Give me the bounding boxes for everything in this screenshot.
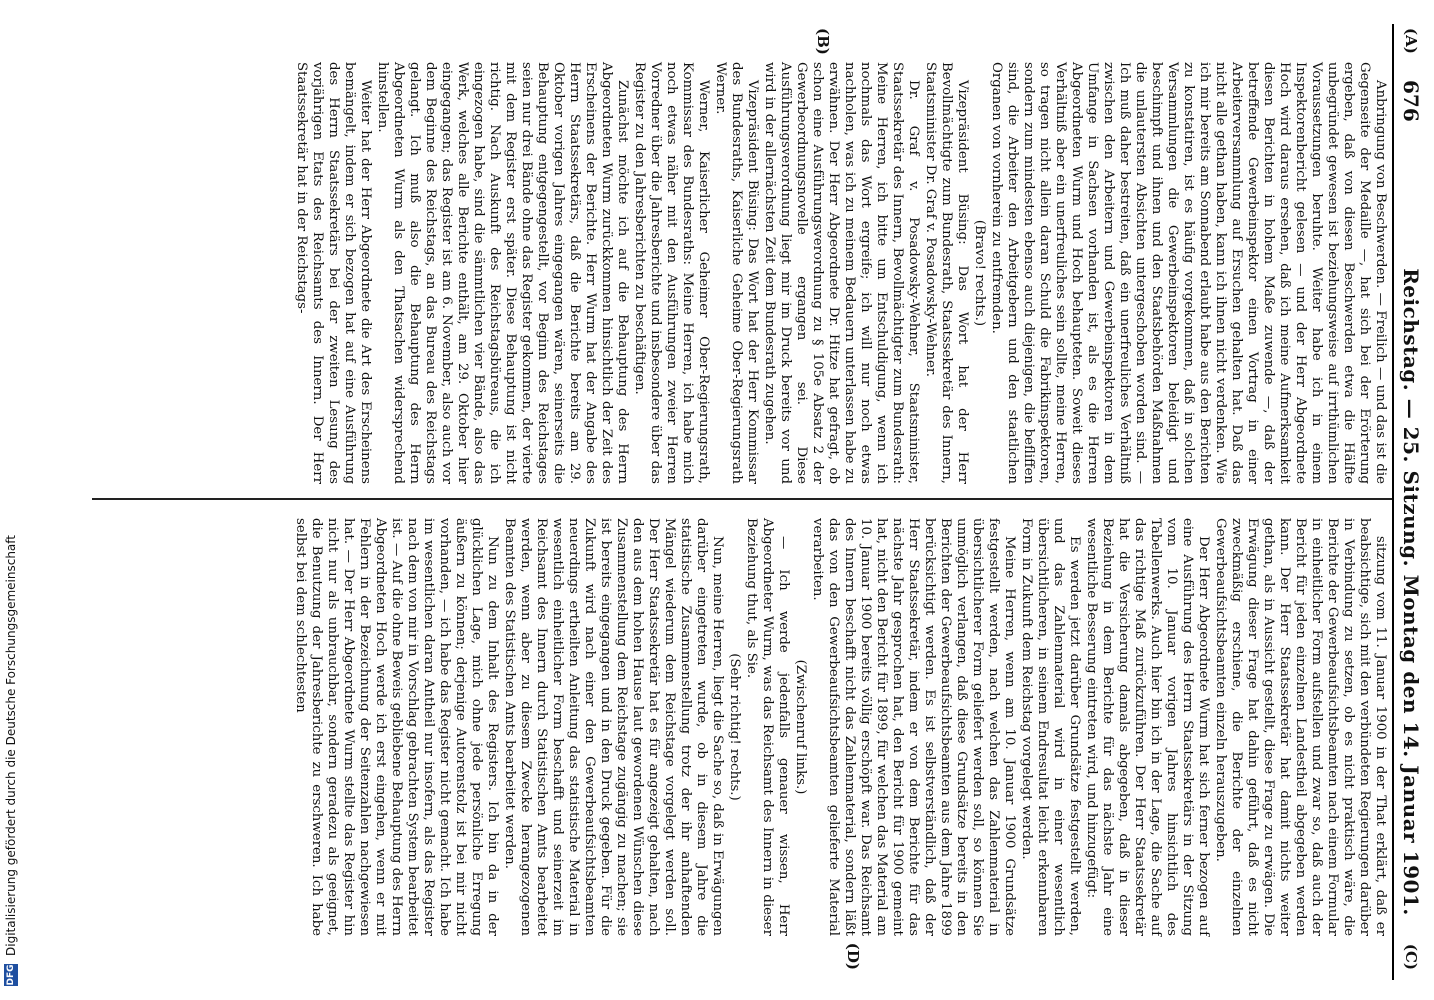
- header-rule: [1392, 24, 1394, 980]
- rotated-page: [34, 0, 1434, 1000]
- dfg-logo-icon: DFG: [6, 964, 16, 986]
- paragraph: Der Herr Abgeordnete Wurm hat sich ferner bezogen auf eine Ausführung des Herrn Staatssekretärs in der Sitzung vom 10. Januar vorigen Jahres hinsichtlich des Tabellenwerks. Auch hier bin ich in der Lage, die Sache auf das richtige Maß zurückzuführen. Der Herr Staatssekretär hat die Versicherung damals abgegeben, daß in dieser Beziehung in dem Berichte für das nächste Jahr eine wesentliche Besserung eintreten wird, und hinzugefügt:: [1084, 518, 1211, 936]
- paragraph: Weiter hat der Herr Abgeordnete die Art des Erscheinens bemängelt, indem er sich bezogen hat auf eine Ausführung des Herrn Staatssekretärs bei der zweiten Lesung des vorjährigen Etats des Reichsamts des Innern. Der Herr Staatssekretär hat in der Reichstags-: [294, 62, 373, 484]
- paragraph: (Zwischenruf links.): [793, 659, 808, 795]
- digitization-note: [0, 0, 22, 1000]
- page-number: 676: [1399, 80, 1423, 122]
- paragraph: — Ich werde jedenfalls genauer wissen, Herr Abgeordneter Wurm, was das Reichsamt des Innern in dieser Beziehung thut, als Sie.: [744, 518, 791, 936]
- paragraph: (Sehr richtig! rechts.): [727, 653, 742, 801]
- margin-marker-a: (A): [1402, 28, 1420, 54]
- paragraph: Anbringung von Beschwerden. — Freilich — und das ist die Gegenseite der Medaille —, hat sich bei der Erörterung ergeben, daß von diesen Beschwerden etwa die Hälfte unbegründet gewesen ist beziehungsweise auf irrthümlichen Voraussetzungen beruhte. Weiter habe ich in einem Inspektorenbericht gelesen — und der Herr Abgeordnete Hoch wird daraus ersehen, daß ich meine Aufmerksamkeit diesen Berichten in hohem Maße zuwende —, daß der betreffende Gewerbeinspektor einen Vortrag in einer Arbeiterversammlung auf Ersuchen gehalten hat. Daß das nicht alle gethan haben, kann ich ihnen nicht verdenken. Wie ich mir bereits am Sonnabend erlaubt habe aus den Berichten zu konstatiren, ist es häufig vorgekommen, daß in solchen Versammlungen die Gewerbeinspektoren beleidigt und beschimpft und ihnen und den Staatsbehörden Maßnahmen die unlautersten Absichten untergeschoben worden sind. — Ich muß daher bestreiten, daß ein unerfreuliches Verhältniß zwischen den Arbeitern und Gewerbeinspektoren in dem Umfange in Sachsen vorhanden ist, als es die Herren Abgeordneten Wurm und Hoch behaupteten. Soweit dieses Verhältniß aber ein unerfreuliches sein sollte, meine Herren, so tragen nicht allein daran Schuld die Fabrikinspektoren, sondern zum mindesten ebenso auch diejenigen, die befliffen sind, die Arbeiter den Arbeitgebern und den staatlichen Organen von vornherein zu entfremden.: [989, 62, 1388, 484]
- paragraph: Nun, meine Herren, liegt die Sache so, daß in Erwägungen darüber eingetreten wurde, ob in diesem Jahre die statistische Zusammenstellung trotz der ihr anhaftenden Mängel wiederum dem Reichstage vorgelegt werden soll. Der Herr Staatssekretär hat es für angezeigt gehalten, nach den aus dem hohen Hause laut gewordenen Wünschen diese Zusammenstellung dem Reichstage zugängig zu machen; sie ist bereits eingegangen und in den Druck gegeben. Für die Zukunft wird nach einer den Gewerbeaufsichtsbeamten neuerdings ertheilten Anleitung das statistische Material in wesentlich einheitlicher Form beschafft und seinerzeit im Reichsamt des Innern durch Statistischen Amts bearbeitet werden, wenn aber zu diesem Zwecke herangezogenen Beamten des Statistischen Amts bearbeitet werden.: [502, 518, 725, 936]
- paragraph: sitzung vom 11. Januar 1900 in der That erklärt, daß er beabsichtige, sich mit den verbündeten Regierungen darüber in Verbindung zu setzen, ob es nicht praktisch wäre, die Berichte der Gewerbeaufsichtsbeamten nach einem Formular in einheitlicher Form aufstellen und zwar so, daß auch der Bericht für jeden einzelnen Landestheil abgegeben werden kann. Der Herr Staatssekretär hat damit nichts weiter gethan, als in Aussicht gestellt, diese Frage zu erwägen. Die Erwägung dieser Frage hat dahin geführt, daß es nicht zweckmäßig erschiene, die Berichte der einzelnen Gewerbeaufsichtsbeamten einzeln herauszugeben.: [1213, 518, 1388, 936]
- paragraph: Werner, Kaiserlicher Geheimer Ober-Regierungsrath, Kommissar des Bundesraths: Meine Herren, ich habe mich noch etwas näher mit den Ausführungen zweier Herren Vorredner über die Jahresberichte und insbesondere über das Register zu den Jahresberichten zu beschäftigen.: [632, 62, 711, 484]
- paragraph: Nun zu dem Inhalt des Registers. Ich bin da in der glücklichen Lage, mich ohne jede persönliche Erregung äußern zu können; derjenige Autorenstolz ist bei mir nicht vorhanden, — ich habe das Register nicht gemacht. Ich habe im wesentlichen daran Antheil nur insofern, als das Register nach dem von mir in Vorschlag gebrachten System bearbeitet ist. — Auf die ohne Beweis gebliebene Behauptung des Herrn Abgeordneten Hoch werde ich erst eingehen, wenn er mit Fehlern in der Bezeichnung der Seitenzahlen nachgewiesen hat. — Der Herr Abgeordnete Wurm stellte das Register hin nicht nur als unbrauchbar, sondern geradezu als geeignet, die Benutzung der Jahresberichte zu erschweren. Ich habe selbst bei dem schlechtesten: [293, 518, 500, 936]
- paragraph: Vizepräsident Büsing: Das Wort hat der Herr Kommissar des Bundesraths, Kaiserliche Geheime Ober-Regierungsrath Werner.: [713, 62, 760, 484]
- paragraph: Es werden jetzt darüber Grundsätze festgestellt werden, und das Zahlenmaterial wird in einer wesentlich übersichtlicheren, in seinem Endresultat leicht erkennbaren Form in Zukunft dem Reichstag vorgelegt werden.: [1019, 518, 1082, 936]
- paragraph: (Bravo! rechts.): [972, 219, 987, 327]
- page-header: [1396, 24, 1426, 980]
- margin-marker-b: (B): [814, 28, 832, 55]
- column-divider: [92, 498, 1392, 500]
- paragraph: Vizepräsident Büsing: Das Wort hat der Herr Bevollmächtigte zum Bundesrath, Staatssekretär des Innern, Staatsminister Dr. Graf v. Posadowsky-Wehner.: [923, 62, 970, 484]
- margin-marker-d: (D): [844, 942, 862, 970]
- digitization-note-text: Digitalisierung gefördert durch die Deutsche Forschungsgemeinschaft: [4, 534, 18, 956]
- paragraph: Zunächst möchte ich auf die Behauptung des Herrn Abgeordneten Wurm zurückkommen hinsichtlich der Zeit des Erscheinens der Berichte. Herr Wurm hat der Angabe des Herrn Staatssekretärs, daß die Berichte bereits am 29. Oktober vorigen Jahres eingegangen wären, seinerseits die Behauptung entgegengestellt, vor Beginn des Reichstages seien nur drei Bände ohne das Register gekommen, der vierte mit dem Register erst später. Diese Behauptung ist nicht richtig. Nach Auskunft des Reichstagsbüreaus, die ich eingezogen habe, sind die sämmtlichen vier Bände, also das Werk, welches alle Berichte enthält, am 29. Oktober hier eingegangen; das Register ist am 6. November, also auch vor dem Beginne des Reichstags, an das Bureau des Reichstags gelangt. Ich muß also die Behauptung des Herrn Abgeordneten Wurm als den Thatsachen widersprechend hinstellen.: [375, 62, 630, 484]
- page-title: Reichstag. — 25. Sitzung. Montag den 14. Januar 1901.: [1399, 268, 1423, 916]
- margin-marker-c: (C): [1402, 943, 1420, 970]
- paragraph: Dr. Graf v. Posadowsky-Wehner, Staatsminister, Staatssekretär des Innern, Bevollmächtigter zum Bundesrath: Meine Herren, ich bitte um Entschuldigung, wenn ich nochmals das Wort ergreife; ich will nur noch etwas nachholen, was ich zu meinem Bedauern unterlassen habe zu erwähnen. Der Herr Abgeordnete Dr. Hitze hat gefragt, ob schon eine Ausführungsverordnung zu § 105e Absatz 2 der Gewerbeordnungsnovelle ergangen sei. Diese Ausführungsverordnung liegt mir im Druck bereits vor und wird in der allernächsten Zeit dem Bundesrath zugehen.: [762, 62, 921, 484]
- paragraph: Meine Herren, wenn am 10. Januar 1900 Grundsätze festgestellt werden, nach welchen das Zahlenmaterial in übersichtlicherer Form geliefert werden soll, so können Sie unmöglich verlangen, daß diese Grundsätze bereits in den Berichten der Gewerbeaufsichtsbeamten aus dem Jahre 1899 berücksichtigt werden. Es ist selbstverständlich, daß der Herr Staatssekretär, indem er von dem Berichte für das nächste Jahr gesprochen hat, den Bericht für 1900 gemeint hat, nicht den Bericht für 1899, für welchen das Material am 10. Januar 1900 bereits völlig erschöpft war. Das Reichsamt des Innern beschafft nicht das Zahlenmaterial, sondern läßt das von den Gewerbeaufsichtsbeamten gelieferte Material verarbeiten.: [810, 518, 1017, 936]
